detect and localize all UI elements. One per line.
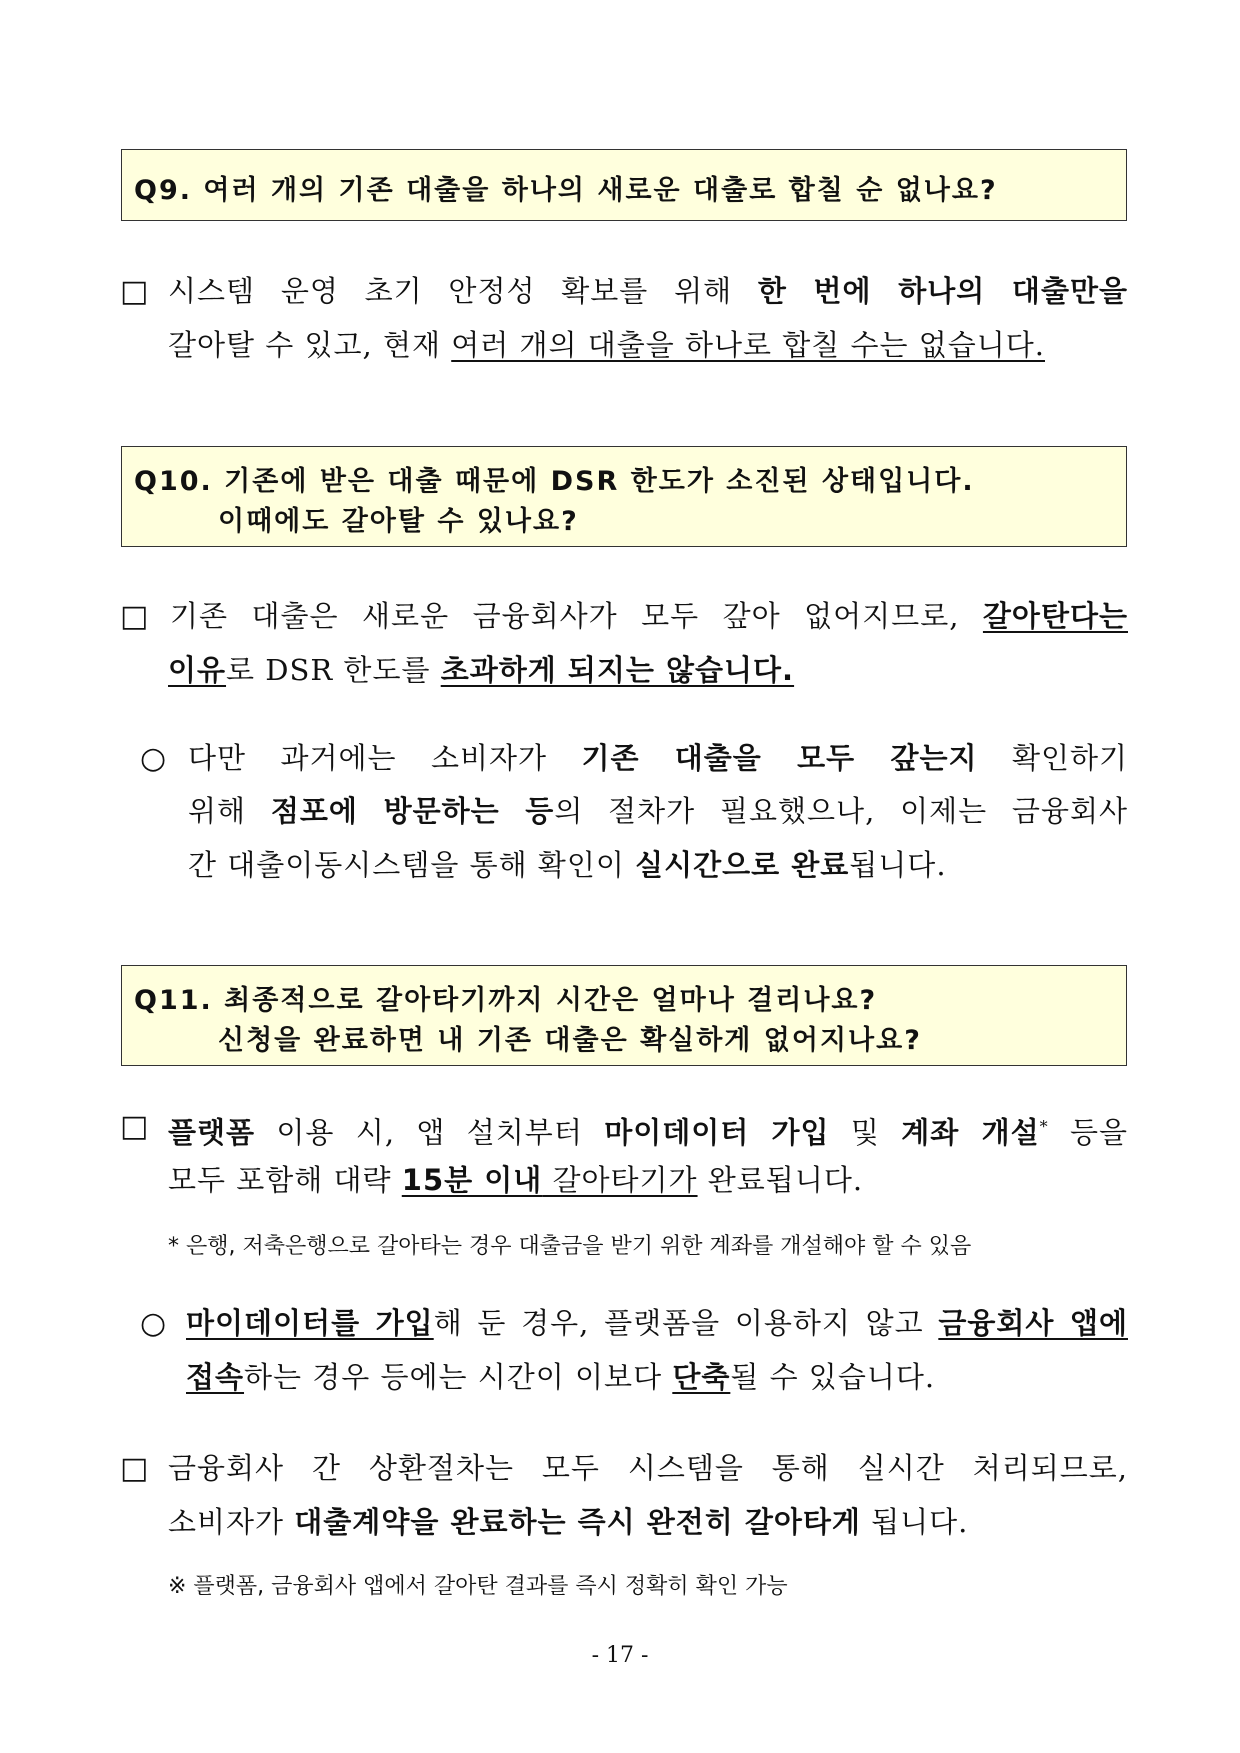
q11-footnote: * 은행, 저축은행으로 갈아타는 경우 대출금을 받기 위한 계좌를 개설해야 할 수 있음: [168, 1234, 972, 1259]
q10-answer-line1: 기존 대출은 새로운 금융회사가 모두 갚아 없어지므로, 갈아탄다는: [170, 599, 1128, 633]
q11-answer-bullet: □: [120, 1109, 149, 1144]
q11-answer2-line2: 소비자가 대출계약을 완료하는 즉시 완전히 갈아타게 됩니다.: [168, 1505, 969, 1539]
q11-answer2-line1: 금융회사 간 상환절차는 모두 시스템을 통해 실시간 처리되므로,: [168, 1451, 1128, 1485]
q11-note: ※ 플랫폼, 금융회사 앱에서 갈아탄 결과를 즉시 정확히 확인 가능: [168, 1574, 788, 1599]
q9-answer-line1: 시스템 운영 초기 안정성 확보를 위해 한 번에 하나의 대출만을: [168, 274, 1128, 308]
q10-question-line1: Q10. 기존에 받은 대출 때문에 DSR 한도가 소진된 상태입니다.: [134, 466, 975, 497]
q10-sub-line3: 간 대출이동시스템을 통해 확인이 실시간으로 완료됩니다.: [188, 848, 947, 882]
q11-question-line2: 신청을 완료하면 내 기존 대출은 확실하게 없어지나요?: [218, 1025, 922, 1056]
q10-question-line2: 이때에도 갈아탈 수 있나요?: [218, 506, 579, 537]
q9-answer-bullet: □: [120, 274, 149, 309]
page-number: - 17 -: [591, 1643, 649, 1668]
q9-answer-line2: 갈아탈 수 있고, 현재 여러 개의 대출을 하나로 합칠 수는 없습니다.: [168, 328, 1045, 362]
q10-sub-bullet: ○: [140, 741, 167, 776]
q10-sub-line1: 다만 과거에는 소비자가 기존 대출을 모두 갚는지 확인하기: [188, 741, 1129, 775]
q10-answer-line2: 이유로 DSR 한도를 초과하게 되지는 않습니다.: [168, 653, 795, 687]
q11-question-box: [121, 965, 1127, 1066]
q10-sub-line2: 위해 점포에 방문하는 등의 절차가 필요했으나, 이제는 금융회사: [188, 794, 1128, 828]
q9-question: Q9. 여러 개의 기존 대출을 하나의 새로운 대출로 합칠 순 없나요?: [134, 175, 998, 206]
q11-answer-line1: 플랫폼 이용 시, 앱 설치부터 마이데이터 가입 및 계좌 개설* 등을: [168, 1115, 1129, 1150]
q10-question-box: [121, 446, 1127, 547]
q11-sub-line2: 접속하는 경우 등에는 시간이 이보다 단축될 수 있습니다.: [186, 1360, 936, 1394]
q11-sub-line1: 마이데이터를 가입해 둔 경우, 플랫폼을 이용하지 않고 금융회사 앱에: [186, 1306, 1128, 1340]
q11-question-line1: Q11. 최종적으로 갈아타기까지 시간은 얼마나 걸리나요?: [134, 985, 878, 1016]
q11-sub-bullet: ○: [140, 1306, 167, 1341]
q9-question-box: [121, 149, 1127, 221]
q10-answer-bullet: □: [120, 599, 149, 634]
q11-answer2-bullet: □: [120, 1451, 149, 1486]
q11-answer-line2: 모두 포함해 대략 15분 이내 갈아타기가 완료됩니다.: [168, 1163, 864, 1197]
